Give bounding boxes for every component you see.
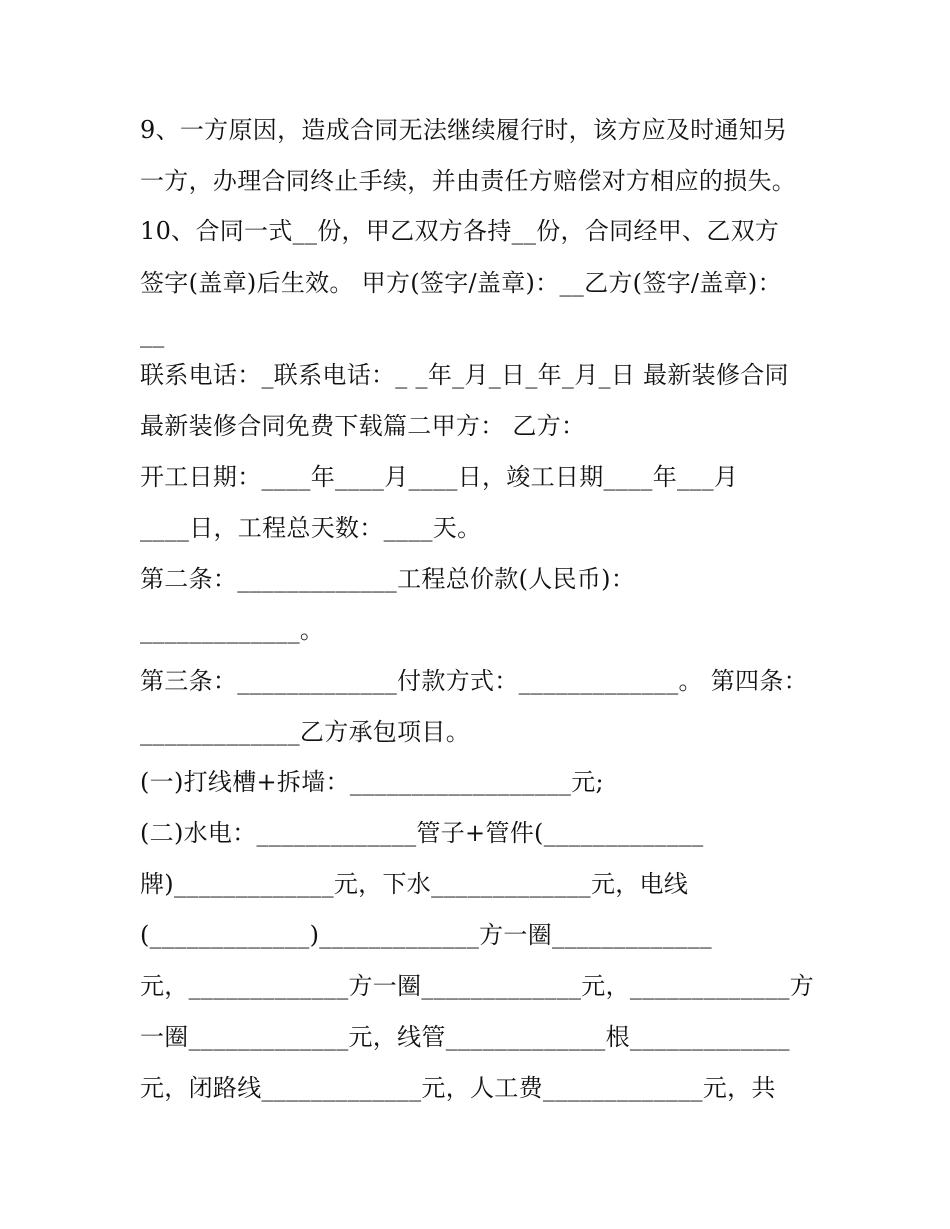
- text-line: 第三条：_____________付款方式：_____________。 第四条：: [140, 667, 808, 695]
- text-line: 元，闭路线_____________元，人工费_____________元，共: [140, 1074, 776, 1102]
- text-line: 最新装修合同免费下载篇二甲方： 乙方：: [140, 412, 586, 440]
- text-line: 开工日期：____年____月____日，竣工日期____年___月: [140, 463, 739, 491]
- text-line: 联系电话：_联系电话：_ _年_月_日_年_月_日 最新装修合同: [140, 361, 789, 389]
- text-line: 签字(盖章)后生效。 甲方(签字/盖章)：__乙方(签字/盖章)：: [140, 269, 782, 297]
- text-line: _____________。: [140, 616, 325, 644]
- text-line: 牌)_____________元，下水_____________元，电线: [140, 870, 689, 898]
- text-line: (_____________)_____________方一圈_____________: [140, 921, 712, 949]
- text-line: ____日，工程总天数：____天。: [140, 514, 482, 542]
- text-line: 10、合同一式__份，甲乙双方各持__份，合同经甲、乙双方: [140, 217, 780, 245]
- text-line: 一圈_____________元，线管_____________根_____________: [140, 1023, 790, 1051]
- text-line: 元，_____________方一圈_____________元，_____________方: [140, 972, 815, 1000]
- text-line: (一)打线槽+拆墙：__________________元;: [140, 768, 604, 796]
- text-line: (二)水电：_____________管子+管件(_____________: [140, 819, 704, 847]
- text-line: 9、一方原因，造成合同无法继续履行时，该方应及时通知另: [140, 116, 788, 144]
- text-line: _____________乙方承包项目。: [140, 718, 470, 746]
- text-line: 一方，办理合同终止手续，并由责任方赔偿对方相应的损失。: [140, 167, 797, 195]
- text-line: __: [140, 320, 165, 348]
- text-line: 第二条：_____________工程总价款(人民币)：: [140, 565, 636, 593]
